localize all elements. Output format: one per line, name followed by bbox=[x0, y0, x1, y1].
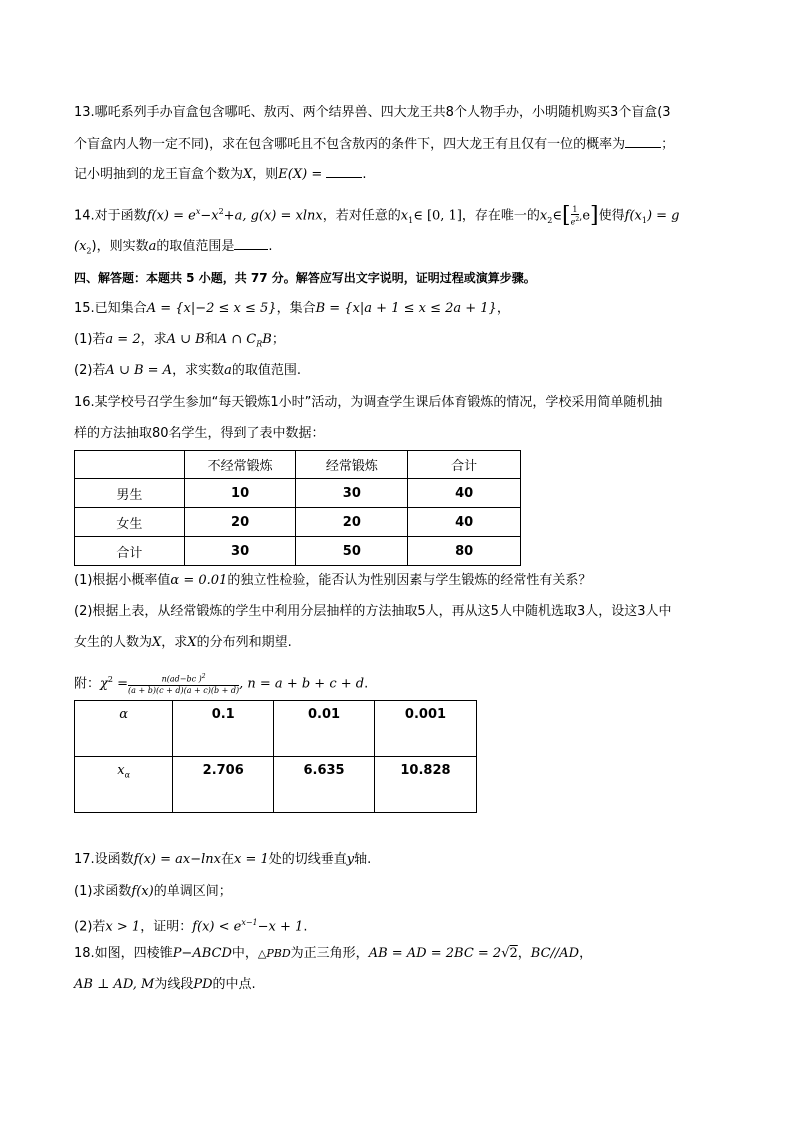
table-cell bbox=[75, 451, 185, 479]
q15-part-2: (2)若A ∪ B = A，求实数a的取值范围. bbox=[74, 363, 301, 378]
table-cell: 30 bbox=[296, 479, 408, 508]
table-cell: 40 bbox=[408, 479, 521, 508]
table-cell: 0.01 bbox=[274, 701, 375, 757]
q14-line-1: 14.对于函数$f(x) = e^x-x^2+a$, g(x) = xlnx，若对任意的$x_1\in$ [0, 1]，存在唯一的$x_2\in$[ $\frac{1}{e^2}$ ,e]使得$f(x_1) = g$ bbox=[74, 202, 680, 228]
q16-line-1: 16.某学校号召学生参加“每天锻炼1小时”活动，为调查学生课后体育锻炼的情况，学校采用简单随机抽 bbox=[74, 395, 663, 410]
q16-line-2: 样的方法抽取80名学生，得到了表中数据： bbox=[74, 426, 325, 441]
table-cell: 女生 bbox=[75, 508, 185, 537]
q18-line-1: 18.如图，四棱锥P−ABCD中，△PBD为正三角形，AB = AD = 2BC = 2√2，BC//AD， bbox=[74, 946, 593, 961]
answer-blank bbox=[234, 237, 268, 250]
table-cell: 10 bbox=[184, 479, 296, 508]
section-4-heading: 四、解答题：本题共 5 小题，共 77 分。解答应写出文字说明，证明过程或演算步骤。 bbox=[74, 271, 536, 285]
table-cell: 合计 bbox=[75, 537, 185, 566]
table-cell: 30 bbox=[184, 537, 296, 566]
table-row bbox=[75, 757, 477, 813]
table-cell: 0.1 bbox=[173, 701, 274, 757]
q13-line-1: 13.哪吒系列手办盲盒包含哪吒、敖丙、两个结界兽、四大龙王共8个人物手办，小明随机购买3个盲盒(3 bbox=[74, 105, 671, 120]
table-cell: 6.635 bbox=[274, 757, 375, 813]
q14-line-2: $(x_2)$，则实数a的取值范围是 . bbox=[74, 239, 273, 256]
table-cell: 10.828 bbox=[374, 757, 476, 813]
table-cell: 80 bbox=[408, 537, 521, 566]
table-cell: 20 bbox=[184, 508, 296, 537]
table-cell: 20 bbox=[296, 508, 408, 537]
table-cell: 50 bbox=[296, 537, 408, 566]
fraction-1-over-e2: $\frac{1}{e^2}$ bbox=[570, 205, 580, 227]
table-cell: 不经常锻炼 bbox=[184, 451, 296, 479]
chi-square-fraction: $\frac{n(ad-bc )^2}{(a + b)(c + d)(a + c)(b + d)}$ bbox=[128, 673, 240, 695]
table-cell: 0.001 bbox=[374, 701, 476, 757]
table-cell: 2.706 bbox=[173, 757, 274, 813]
q16-part-1: (1)根据小概率值α = 0.01的独立性检验，能否认为性别因素与学生锻炼的经常性有关系？ bbox=[74, 573, 592, 588]
table-cell: $x_\alpha$ bbox=[75, 757, 173, 813]
table-cell: 经常锻炼 bbox=[296, 451, 408, 479]
answer-blank bbox=[326, 165, 362, 178]
q13-line-2: 个盲盒内人物一定不同)，求在包含哪吒且不包含敖丙的条件下，四大龙王有且仅有一位的概率为 ； bbox=[74, 137, 675, 152]
table-row bbox=[75, 701, 477, 757]
q18-line-2: AB ⊥ AD, M为线段PD的中点. bbox=[74, 977, 256, 992]
table-row bbox=[75, 479, 521, 508]
table-cell: α bbox=[75, 701, 173, 757]
table-header-row bbox=[75, 451, 521, 479]
q16-part-2-line-2: 女生的人数为X，求X的分布列和期望. bbox=[74, 635, 292, 650]
table-cell: 40 bbox=[408, 508, 521, 537]
q13-line-3: 记小明抽到的龙王盲盒个数为X，则E(X) = . bbox=[74, 167, 367, 182]
q17-part-2: (2)若x > 1，证明：$f(x) < e^{x-1}-x + 1$. bbox=[74, 918, 308, 935]
q17-line-1: 17.设函数f(x) = ax−lnx在x = 1处的切线垂直y轴. bbox=[74, 852, 372, 867]
q17-part-1: (1)求函数f(x)的单调区间； bbox=[74, 884, 232, 899]
table-row bbox=[75, 508, 521, 537]
chi-square-formula: 附：$\chi^2$ = $\frac{n(ad-bc )^2}{(a + b)(c + d)(a + c)(b + d)}$ , n = a + b + c + d. bbox=[74, 673, 369, 695]
critical-value-table bbox=[74, 700, 477, 813]
table-cell: 合计 bbox=[408, 451, 521, 479]
q16-part-2-line-1: (2)根据上表，从经常锻炼的学生中利用分层抽样的方法抽取5人，再从这5人中随机选取3人，设这3人中 bbox=[74, 604, 672, 619]
table-row bbox=[75, 537, 521, 566]
table-cell: 男生 bbox=[75, 479, 185, 508]
q15-line-1: 15.已知集合A = {x|−2 ≤ x ≤ 5}，集合B = {x|a + 1 ≤ x ≤ 2a + 1}， bbox=[74, 301, 510, 316]
exercise-data-table bbox=[74, 450, 521, 566]
q15-part-1: (1)若a = 2，求A ∪ B和A ∩ $C_RB$； bbox=[74, 332, 285, 349]
answer-blank bbox=[625, 135, 661, 148]
